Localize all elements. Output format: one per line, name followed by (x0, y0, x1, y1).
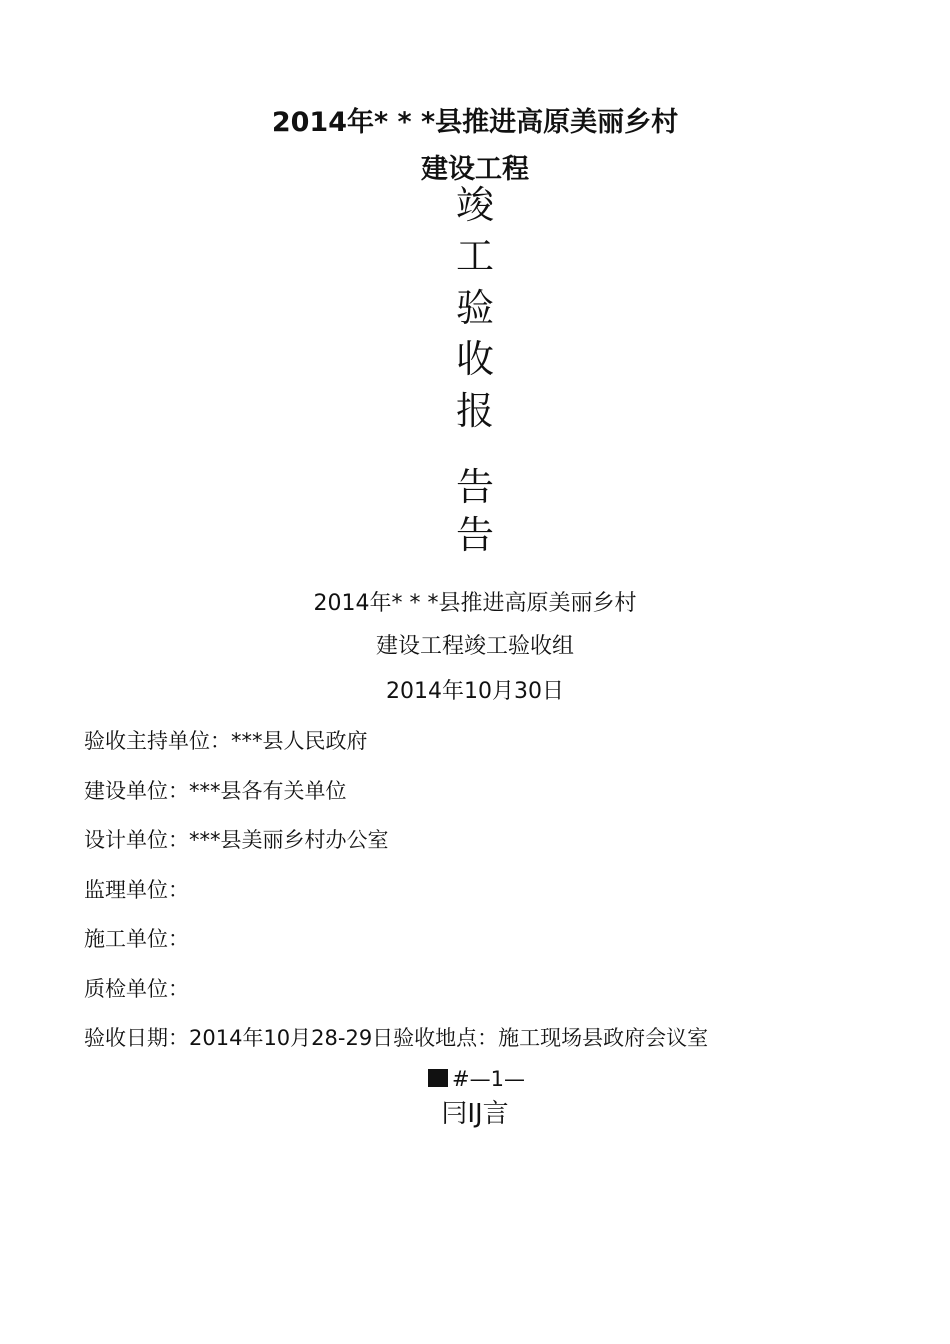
square-icon (428, 1069, 448, 1087)
page-number-text: #—1— (452, 1067, 525, 1091)
vertical-char: 竣 (455, 183, 494, 227)
preface-heading: 冃IJ言 (441, 1099, 509, 1129)
vertical-char: 报 (455, 389, 494, 433)
issuer-line-1: 2014年* * *县推进高原美丽乡村 (313, 591, 637, 616)
title-line-2: 建设工程 (421, 154, 529, 185)
field-construction-owner: 建设单位：***县各有关单位 (84, 779, 347, 803)
vertical-char: 验 (455, 286, 494, 330)
issuer-line-2: 建设工程竣工验收组 (375, 634, 574, 659)
vertical-char: 告 (455, 513, 494, 557)
field-contractor-unit: 施工单位： (84, 927, 189, 951)
field-quality-unit: 质检单位： (84, 977, 189, 1001)
field-design-unit: 设计单位：***县美丽乡村办公室 (84, 828, 389, 852)
vertical-char: 收 (455, 337, 494, 381)
issuer-date: 2014年10月30日 (386, 679, 564, 704)
field-supervision-unit: 监理单位： (84, 878, 189, 902)
vertical-char: 工 (455, 234, 494, 278)
vertical-char: 告 (455, 465, 494, 509)
page-number (428, 1066, 525, 1092)
title-line-1: 2014年* * *县推进高原美丽乡村 (271, 107, 679, 138)
field-date-location: 验收日期：2014年10月28-29日验收地点：施工现场县政府会议室 (84, 1026, 709, 1050)
field-host-unit: 验收主持单位：***县人民政府 (84, 729, 368, 753)
